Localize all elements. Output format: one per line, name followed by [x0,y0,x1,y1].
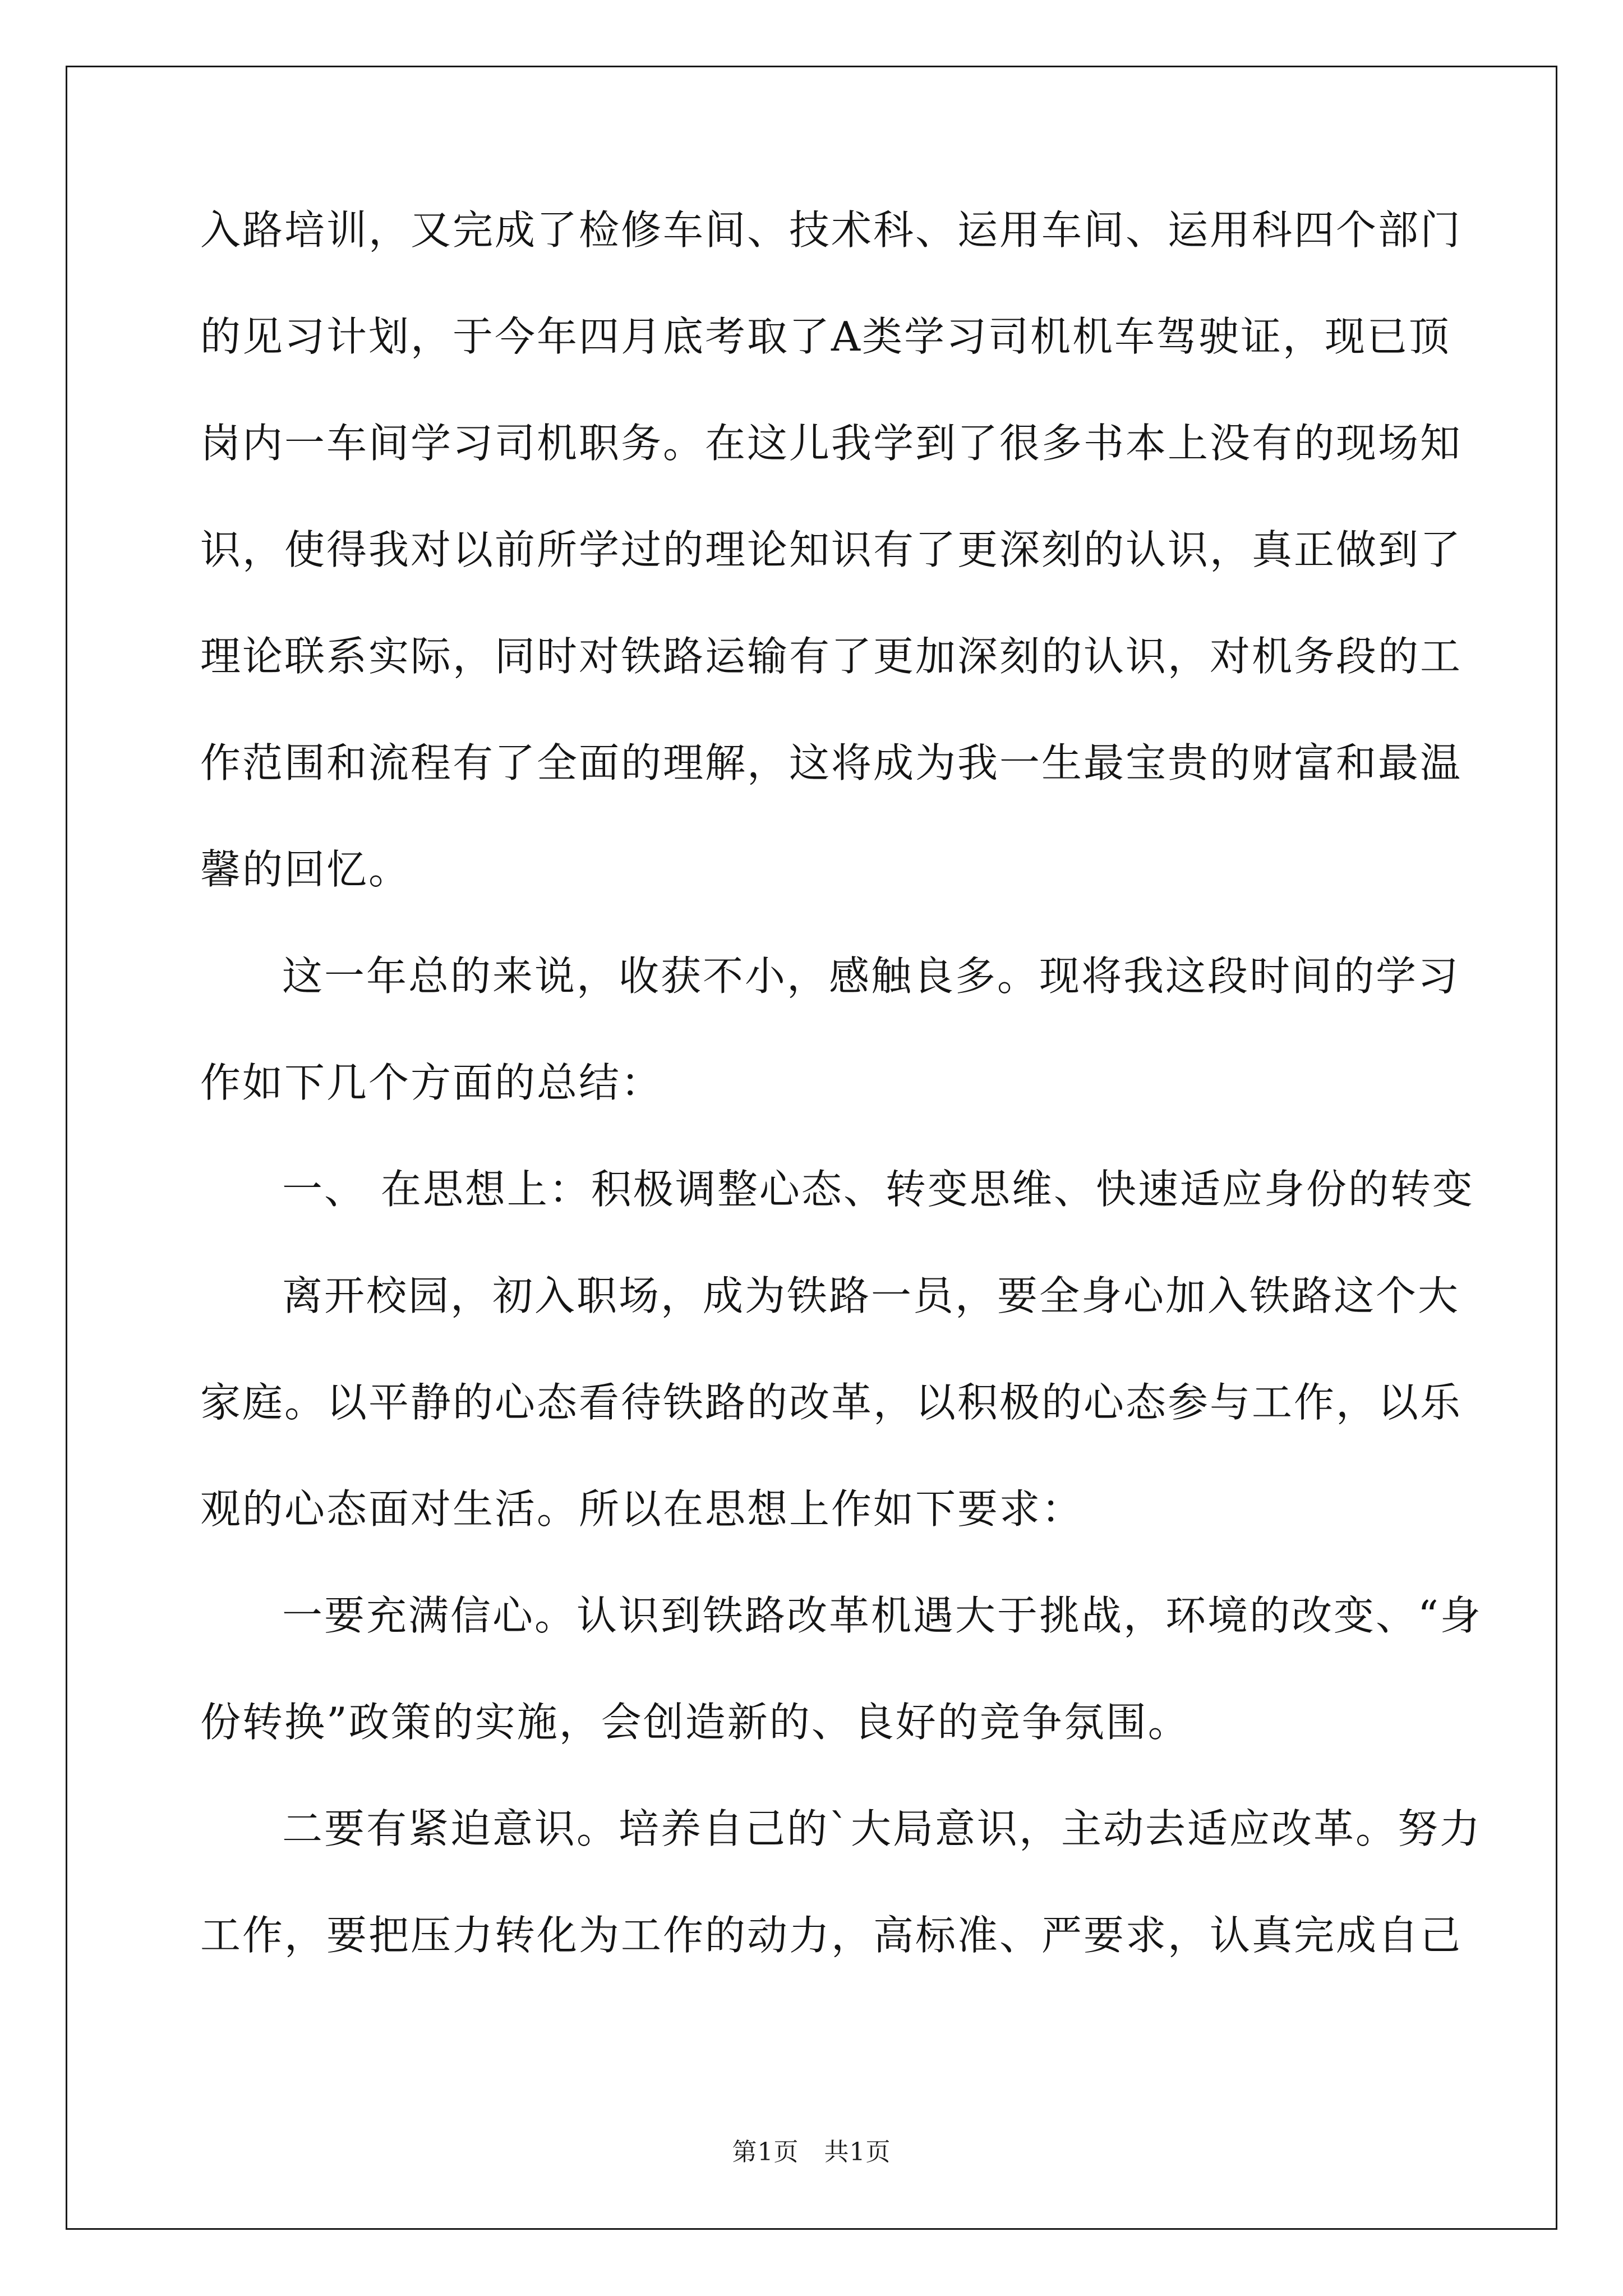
page-total: 共1页 [824,2138,891,2166]
text-line: 识，使得我对以前所学过的理论知识有了更深刻的认识，真正做到了 [200,526,1463,573]
text-line: 一要充满信心。认识到铁路改革机遇大于挑战，环境的改变、“身 [282,1592,1482,1639]
text-line: 二要有紧迫意识。培养自己的`大局意识，主动去适应改革。努力 [282,1805,1482,1852]
text-line: 的见习计划，于今年四月底考取了A类学习司机机车驾驶证，现已顶 [200,313,1451,360]
page-number: 第1页 [732,2138,799,2166]
text-line: 作范围和流程有了全面的理解，这将成为我一生最宝贵的财富和最温 [200,739,1463,786]
section-heading: 一、 在思想上：积极调整心态、转变思维、快速适应身份的转变 [282,1166,1474,1213]
text-line: 份转换”政策的实施，会创造新的、良好的竞争氛围。 [200,1699,1190,1746]
page-footer [0,2132,1623,2168]
text-line: 岗内一车间学习司机职务。在这儿我学到了很多书本上没有的现场知 [200,420,1463,467]
text-line: 观的心态面对生活。所以在思想上作如下要求： [200,1485,1084,1533]
text-line: 离开校园，初入职场，成为铁路一员，要全身心加入铁路这个大 [282,1272,1460,1319]
text-line: 作如下几个方面的总结： [200,1059,663,1106]
text-line: 理论联系实际，同时对铁路运输有了更加深刻的认识，对机务段的工 [200,633,1463,680]
document-body [200,206,1482,2019]
text-line: 这一年总的来说，收获不小，感触良多。现将我这段时间的学习 [282,953,1460,1000]
text-line: 馨的回忆。 [200,846,411,893]
text-line: 家庭。以平静的心态看待铁路的改革，以积极的心态参与工作，以乐 [200,1379,1463,1426]
text-line: 工作，要把压力转化为工作的动力，高标准、严要求，认真完成自己 [200,1912,1463,1959]
text-line: 入路培训，又完成了检修车间、技术科、运用车间、运用科四个部门 [200,206,1463,254]
